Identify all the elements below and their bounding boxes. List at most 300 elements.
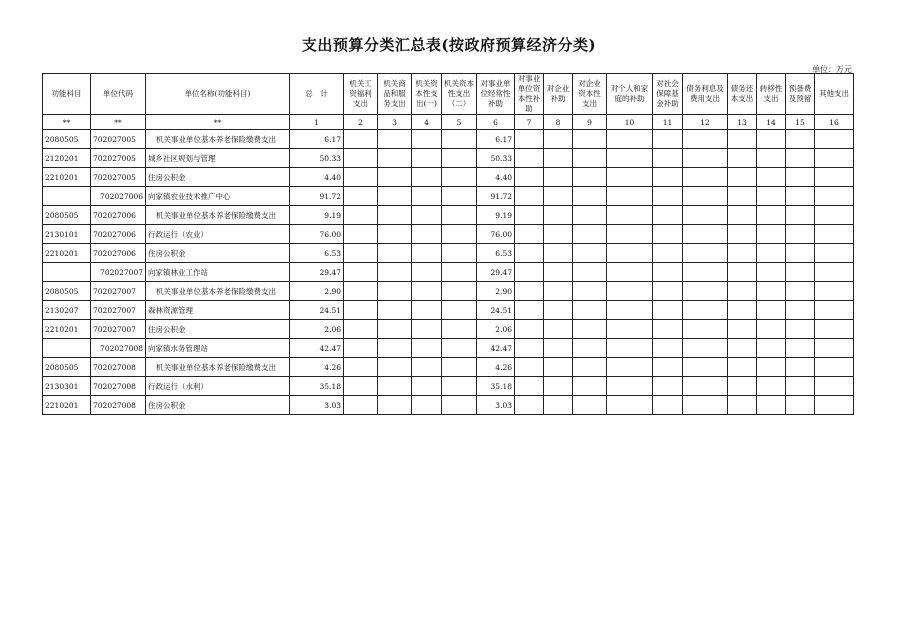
function-code-cell: 2130207 <box>43 301 91 320</box>
value-cell: 42.47 <box>477 339 515 358</box>
unit-name-cell: 城乡社区规划与管理 <box>146 149 290 168</box>
function-code-cell: 2080505 <box>43 358 91 377</box>
empty-cell <box>344 358 378 377</box>
empty-cell <box>378 377 412 396</box>
total-cell: 29.47 <box>290 263 344 282</box>
value-cell: 9.19 <box>477 206 515 225</box>
function-code-cell: 2130301 <box>43 377 91 396</box>
empty-cell <box>757 168 786 187</box>
function-code-cell: 2080505 <box>43 206 91 225</box>
function-code-cell: 2120201 <box>43 149 91 168</box>
function-code-cell: 2210201 <box>43 320 91 339</box>
unit-code-cell: 702027005 <box>91 130 146 149</box>
empty-cell <box>683 263 728 282</box>
empty-cell <box>378 187 412 206</box>
value-cell: 4.40 <box>477 168 515 187</box>
empty-cell <box>728 396 757 415</box>
column-header: 功能科目 <box>43 74 91 115</box>
empty-cell <box>815 301 854 320</box>
empty-cell <box>815 244 854 263</box>
empty-cell <box>378 149 412 168</box>
empty-cell <box>728 320 757 339</box>
value-cell: 91.72 <box>477 187 515 206</box>
empty-cell <box>378 168 412 187</box>
empty-cell <box>728 339 757 358</box>
empty-cell <box>544 320 573 339</box>
empty-cell <box>442 377 477 396</box>
column-header: 对事业单位资本性补助 <box>515 74 544 115</box>
empty-cell <box>786 130 815 149</box>
empty-cell <box>344 301 378 320</box>
empty-cell <box>544 358 573 377</box>
empty-cell <box>573 263 607 282</box>
empty-cell <box>653 358 683 377</box>
function-code-cell: 2080505 <box>43 282 91 301</box>
empty-cell <box>344 396 378 415</box>
table-row <box>43 225 854 244</box>
empty-cell <box>683 225 728 244</box>
value-cell: 50.33 <box>477 149 515 168</box>
empty-cell <box>728 263 757 282</box>
table-row <box>43 320 854 339</box>
column-index: 15 <box>786 115 815 130</box>
empty-cell <box>757 187 786 206</box>
empty-cell <box>728 130 757 149</box>
unit-code-cell: 702027006 <box>91 225 146 244</box>
empty-cell <box>544 206 573 225</box>
unit-name-cell: 向家镇林业工作站 <box>146 263 290 282</box>
column-index: 2 <box>344 115 378 130</box>
column-index: 10 <box>607 115 653 130</box>
value-cell: 24.51 <box>477 301 515 320</box>
empty-cell <box>344 149 378 168</box>
empty-cell <box>378 282 412 301</box>
empty-cell <box>757 377 786 396</box>
empty-cell <box>786 263 815 282</box>
column-index: ** <box>146 115 290 130</box>
total-cell: 3.03 <box>290 396 344 415</box>
empty-cell <box>815 377 854 396</box>
empty-cell <box>786 244 815 263</box>
table-row <box>43 130 854 149</box>
unit-name-cell: 住房公积金 <box>146 168 290 187</box>
table-row <box>43 187 854 206</box>
empty-cell <box>653 206 683 225</box>
value-cell: 29.47 <box>477 263 515 282</box>
empty-cell <box>815 396 854 415</box>
empty-cell <box>344 320 378 339</box>
empty-cell <box>544 130 573 149</box>
empty-cell <box>515 301 544 320</box>
empty-cell <box>573 149 607 168</box>
empty-cell <box>515 168 544 187</box>
empty-cell <box>607 225 653 244</box>
empty-cell <box>653 282 683 301</box>
empty-cell <box>757 263 786 282</box>
unit-code-cell: 702027008 <box>91 396 146 415</box>
empty-cell <box>515 244 544 263</box>
empty-cell <box>683 358 728 377</box>
empty-cell <box>442 225 477 244</box>
unit-name-cell: 机关事业单位基本养老保险缴费支出 <box>146 130 290 149</box>
table-row <box>43 396 854 415</box>
empty-cell <box>378 301 412 320</box>
empty-cell <box>653 396 683 415</box>
empty-cell <box>607 358 653 377</box>
empty-cell <box>573 244 607 263</box>
empty-cell <box>573 396 607 415</box>
value-cell: 35.18 <box>477 377 515 396</box>
empty-cell <box>412 187 442 206</box>
empty-cell <box>412 339 442 358</box>
empty-cell <box>607 168 653 187</box>
empty-cell <box>815 358 854 377</box>
empty-cell <box>683 244 728 263</box>
empty-cell <box>442 244 477 263</box>
value-cell: 4.26 <box>477 358 515 377</box>
empty-cell <box>815 225 854 244</box>
empty-cell <box>378 206 412 225</box>
empty-cell <box>544 263 573 282</box>
total-cell: 6.53 <box>290 244 344 263</box>
empty-cell <box>728 358 757 377</box>
empty-cell <box>442 339 477 358</box>
empty-cell <box>653 149 683 168</box>
empty-cell <box>815 168 854 187</box>
empty-cell <box>757 244 786 263</box>
function-code-cell <box>43 187 91 206</box>
empty-cell <box>442 187 477 206</box>
table-row <box>43 301 854 320</box>
empty-cell <box>378 339 412 358</box>
empty-cell <box>442 130 477 149</box>
column-index: ** <box>91 115 146 130</box>
total-cell: 2.06 <box>290 320 344 339</box>
table-row <box>43 358 854 377</box>
empty-cell <box>786 149 815 168</box>
column-header: 对企业资本性支出 <box>573 74 607 115</box>
column-header: 机关资本性支出(一) <box>412 74 442 115</box>
empty-cell <box>515 358 544 377</box>
function-code-cell: 2210201 <box>43 168 91 187</box>
header-row <box>43 74 854 115</box>
empty-cell <box>653 168 683 187</box>
empty-cell <box>757 339 786 358</box>
empty-cell <box>607 206 653 225</box>
column-index: 11 <box>653 115 683 130</box>
empty-cell <box>412 244 442 263</box>
empty-cell <box>786 206 815 225</box>
empty-cell <box>442 282 477 301</box>
empty-cell <box>815 263 854 282</box>
unit-name-cell: 机关事业单位基本养老保险缴费支出 <box>146 282 290 301</box>
total-cell: 42.47 <box>290 339 344 358</box>
empty-cell <box>607 149 653 168</box>
column-index: 9 <box>573 115 607 130</box>
empty-cell <box>786 358 815 377</box>
column-index: 16 <box>815 115 854 130</box>
empty-cell <box>728 149 757 168</box>
empty-cell <box>728 377 757 396</box>
empty-cell <box>573 301 607 320</box>
empty-cell <box>683 282 728 301</box>
column-index: 12 <box>683 115 728 130</box>
unit-code-cell: 702027006 <box>91 244 146 263</box>
empty-cell <box>412 301 442 320</box>
column-index: 5 <box>442 115 477 130</box>
empty-cell <box>515 396 544 415</box>
empty-cell <box>378 225 412 244</box>
empty-cell <box>728 301 757 320</box>
empty-cell <box>412 282 442 301</box>
empty-cell <box>786 396 815 415</box>
column-header: 机关工资福利支出 <box>344 74 378 115</box>
empty-cell <box>786 168 815 187</box>
column-header: 对个人和家庭的补助 <box>607 74 653 115</box>
empty-cell <box>815 282 854 301</box>
empty-cell <box>786 301 815 320</box>
unit-name-cell: 行政运行（农业） <box>146 225 290 244</box>
empty-cell <box>515 187 544 206</box>
empty-cell <box>573 225 607 244</box>
column-header: 对企业补助 <box>544 74 573 115</box>
empty-cell <box>653 339 683 358</box>
empty-cell <box>515 263 544 282</box>
empty-cell <box>653 244 683 263</box>
unit-code-cell: 702027007 <box>91 301 146 320</box>
empty-cell <box>412 168 442 187</box>
empty-cell <box>544 282 573 301</box>
empty-cell <box>607 301 653 320</box>
function-code-cell: 2080505 <box>43 130 91 149</box>
total-cell: 91.72 <box>290 187 344 206</box>
empty-cell <box>607 320 653 339</box>
empty-cell <box>728 225 757 244</box>
empty-cell <box>607 263 653 282</box>
empty-cell <box>412 377 442 396</box>
budget-table <box>42 73 854 415</box>
empty-cell <box>607 244 653 263</box>
empty-cell <box>442 149 477 168</box>
empty-cell <box>515 206 544 225</box>
empty-cell <box>683 168 728 187</box>
page-title: 支出预算分类汇总表(按政府预算经济分类) <box>301 36 597 54</box>
empty-cell <box>544 377 573 396</box>
table-row <box>43 377 854 396</box>
column-index: 1 <box>290 115 344 130</box>
column-index: 13 <box>728 115 757 130</box>
empty-cell <box>412 320 442 339</box>
empty-cell <box>757 358 786 377</box>
function-code-cell <box>43 339 91 358</box>
empty-cell <box>344 225 378 244</box>
empty-cell <box>757 282 786 301</box>
empty-cell <box>683 206 728 225</box>
empty-cell <box>442 320 477 339</box>
empty-cell <box>378 358 412 377</box>
empty-cell <box>573 358 607 377</box>
column-index: ** <box>43 115 91 130</box>
total-cell: 24.51 <box>290 301 344 320</box>
value-cell: 6.17 <box>477 130 515 149</box>
empty-cell <box>544 244 573 263</box>
empty-cell <box>653 130 683 149</box>
empty-cell <box>757 320 786 339</box>
column-header: 总 计 <box>290 74 344 115</box>
empty-cell <box>683 320 728 339</box>
column-header: 债务利息及费用支出 <box>683 74 728 115</box>
empty-cell <box>653 225 683 244</box>
unit-name-cell: 森林资源管理 <box>146 301 290 320</box>
unit-name-cell: 向家镇农业技术推广中心 <box>146 187 290 206</box>
unit-code-cell: 702027008 <box>91 377 146 396</box>
total-cell: 4.26 <box>290 358 344 377</box>
empty-cell <box>378 320 412 339</box>
table-row <box>43 206 854 225</box>
empty-cell <box>515 130 544 149</box>
unit-code-cell: 702027008 <box>91 358 146 377</box>
function-code-cell: 2210201 <box>43 396 91 415</box>
column-index: 3 <box>378 115 412 130</box>
empty-cell <box>344 206 378 225</box>
empty-cell <box>815 206 854 225</box>
empty-cell <box>412 206 442 225</box>
column-index: 4 <box>412 115 442 130</box>
empty-cell <box>442 206 477 225</box>
empty-cell <box>515 149 544 168</box>
empty-cell <box>344 377 378 396</box>
empty-cell <box>412 358 442 377</box>
empty-cell <box>378 130 412 149</box>
total-cell: 50.33 <box>290 149 344 168</box>
empty-cell <box>544 187 573 206</box>
column-header: 对事业单位经常性补助 <box>477 74 515 115</box>
column-index-row <box>43 115 854 130</box>
empty-cell <box>683 187 728 206</box>
table-row <box>43 339 854 358</box>
unit-name-cell: 机关事业单位基本养老保险缴费支出 <box>146 358 290 377</box>
empty-cell <box>786 339 815 358</box>
function-code-cell: 2210201 <box>43 244 91 263</box>
empty-cell <box>573 130 607 149</box>
empty-cell <box>544 168 573 187</box>
empty-cell <box>683 301 728 320</box>
empty-cell <box>573 282 607 301</box>
empty-cell <box>728 187 757 206</box>
empty-cell <box>607 339 653 358</box>
table-row <box>43 168 854 187</box>
unit-code-cell: 702027006 <box>91 187 146 206</box>
empty-cell <box>653 377 683 396</box>
column-header: 单位名称(功能科目) <box>146 74 290 115</box>
value-cell: 6.53 <box>477 244 515 263</box>
column-index: 14 <box>757 115 786 130</box>
empty-cell <box>653 320 683 339</box>
table-body <box>43 130 854 415</box>
empty-cell <box>653 187 683 206</box>
empty-cell <box>757 206 786 225</box>
empty-cell <box>442 263 477 282</box>
table-row <box>43 282 854 301</box>
empty-cell <box>344 168 378 187</box>
empty-cell <box>786 377 815 396</box>
total-cell: 4.40 <box>290 168 344 187</box>
empty-cell <box>544 396 573 415</box>
empty-cell <box>757 130 786 149</box>
total-cell: 76.00 <box>290 225 344 244</box>
column-header: 转移性支出 <box>757 74 786 115</box>
column-header: 机关资本性支出（二） <box>442 74 477 115</box>
column-header: 预备费及预留 <box>786 74 815 115</box>
function-code-cell <box>43 263 91 282</box>
empty-cell <box>815 149 854 168</box>
unit-name-cell: 住房公积金 <box>146 396 290 415</box>
unit-name-cell: 行政运行（水利） <box>146 377 290 396</box>
unit-code-cell: 702027006 <box>91 206 146 225</box>
function-code-cell: 2130101 <box>43 225 91 244</box>
value-cell: 3.03 <box>477 396 515 415</box>
unit-code-cell: 702027005 <box>91 168 146 187</box>
unit-code-cell: 702027007 <box>91 320 146 339</box>
empty-cell <box>442 301 477 320</box>
column-header: 债务还本支出 <box>728 74 757 115</box>
column-header: 机关商品和服务支出 <box>378 74 412 115</box>
empty-cell <box>344 187 378 206</box>
empty-cell <box>607 187 653 206</box>
table-row <box>43 244 854 263</box>
column-index: 8 <box>544 115 573 130</box>
column-index: 7 <box>515 115 544 130</box>
empty-cell <box>815 130 854 149</box>
empty-cell <box>378 263 412 282</box>
empty-cell <box>344 244 378 263</box>
empty-cell <box>683 130 728 149</box>
empty-cell <box>728 244 757 263</box>
value-cell: 2.90 <box>477 282 515 301</box>
empty-cell <box>786 225 815 244</box>
empty-cell <box>653 301 683 320</box>
empty-cell <box>786 282 815 301</box>
empty-cell <box>544 225 573 244</box>
empty-cell <box>573 187 607 206</box>
empty-cell <box>607 377 653 396</box>
empty-cell <box>683 149 728 168</box>
empty-cell <box>412 263 442 282</box>
empty-cell <box>757 301 786 320</box>
empty-cell <box>607 396 653 415</box>
unit-name-cell: 机关事业单位基本养老保险缴费支出 <box>146 206 290 225</box>
empty-cell <box>607 130 653 149</box>
empty-cell <box>515 339 544 358</box>
empty-cell <box>515 225 544 244</box>
empty-cell <box>544 301 573 320</box>
empty-cell <box>344 339 378 358</box>
empty-cell <box>786 320 815 339</box>
empty-cell <box>815 339 854 358</box>
unit-code-cell: 702027007 <box>91 282 146 301</box>
empty-cell <box>815 187 854 206</box>
unit-name-cell: 住房公积金 <box>146 320 290 339</box>
empty-cell <box>786 187 815 206</box>
unit-name-cell: 住房公积金 <box>146 244 290 263</box>
empty-cell <box>515 377 544 396</box>
value-cell: 76.00 <box>477 225 515 244</box>
empty-cell <box>683 396 728 415</box>
empty-cell <box>344 282 378 301</box>
total-cell: 9.19 <box>290 206 344 225</box>
empty-cell <box>757 225 786 244</box>
column-index: 6 <box>477 115 515 130</box>
